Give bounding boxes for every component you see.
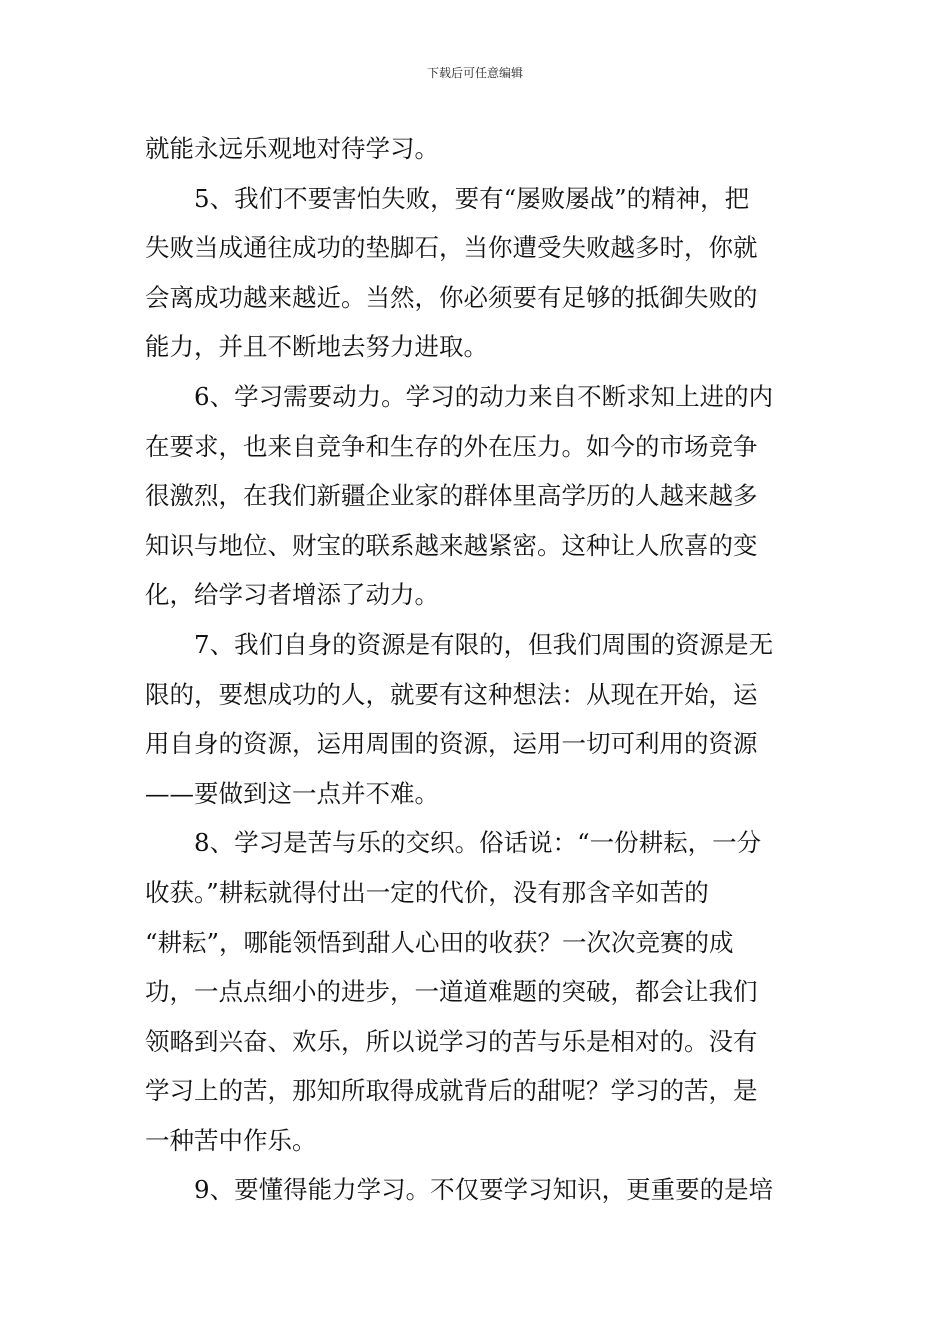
- paragraph-start-8: 8、学习是苦与乐的交织。俗话说：“一份耕耘，一分: [194, 828, 762, 858]
- text-line: 就能永远乐观地对待学习。: [145, 134, 439, 163]
- text-line: 功，一点点细小的进步，一道道难题的突破，都会让我们: [145, 977, 758, 1007]
- paragraph-start-9: 9、要懂得能力学习。不仅要学习知识，更重要的是培: [194, 1175, 774, 1205]
- document-body: [145, 124, 805, 1215]
- text-line: 知识与地位、财宝的联系越来越紧密。这种让人欣喜的变: [145, 530, 758, 560]
- text-line: 收获。”耕耘就得付出一定的代价，没有那含辛如苦的: [145, 877, 709, 907]
- paragraph-start-6: 6、学习需要动力。学习的动力来自不断求知上进的内: [194, 381, 774, 411]
- text-line: 一种苦中作乐。: [145, 1125, 317, 1155]
- text-line: ——要做到这一点并不难。: [145, 778, 439, 808]
- paragraph-start-7: 7、我们自身的资源是有限的，但我们周围的资源是无: [194, 629, 774, 659]
- text-line: 能力，并且不断地去努力进取。: [145, 332, 488, 362]
- text-line: 限的，要想成功的人，就要有这种想法：从现在开始，运: [145, 679, 758, 709]
- text-line: 很激烈，在我们新疆企业家的群体里高学历的人越来越多: [145, 481, 758, 511]
- text-line: 在要求，也来自竞争和生存的外在压力。如今的市场竞争: [145, 431, 758, 461]
- text-line: “耕耘”，哪能领悟到甜人心田的收获？一次次竞赛的成: [145, 927, 734, 957]
- paragraph-start-5: 5、我们不要害怕失败，要有“屡败屡战”的精神，把: [194, 183, 750, 213]
- page-header: 下载后可任意编辑: [426, 66, 523, 80]
- text-line: 用自身的资源，运用周围的资源，运用一切可利用的资源: [145, 729, 758, 759]
- text-line: 化，给学习者增添了动力。: [145, 580, 439, 610]
- text-line: 失败当成通往成功的垫脚石，当你遭受失败越多时，你就: [145, 233, 758, 263]
- text-line: 学习上的苦，那知所取得成就背后的甜呢？学习的苦，是: [145, 1076, 758, 1106]
- text-line: 领略到兴奋、欢乐，所以说学习的苦与乐是相对的。没有: [145, 1026, 758, 1056]
- text-line: 会离成功越来越近。当然，你必须要有足够的抵御失败的: [145, 282, 758, 312]
